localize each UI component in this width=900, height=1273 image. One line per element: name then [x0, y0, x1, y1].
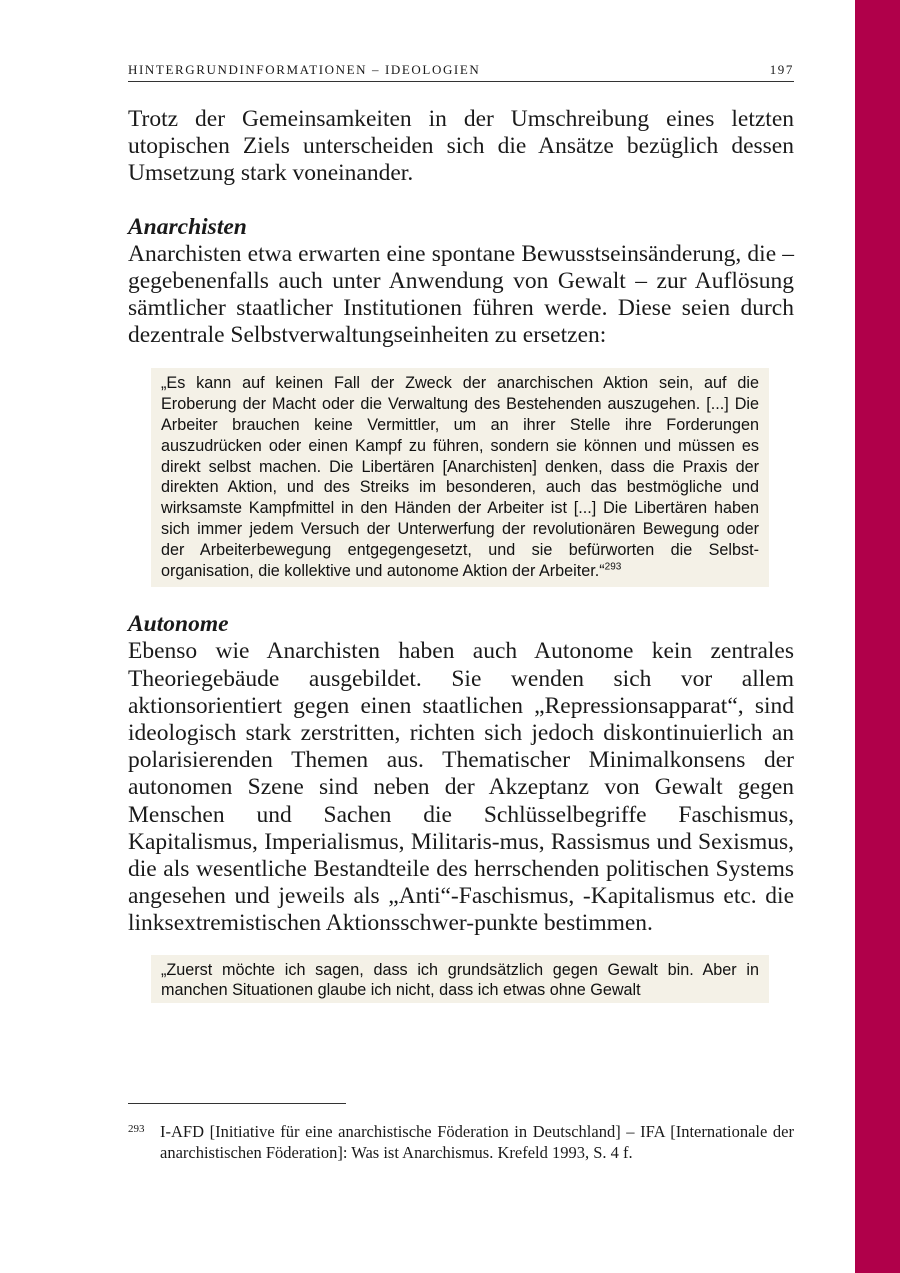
footnote-293	[128, 1122, 794, 1163]
blockquote-anarchisten	[151, 368, 769, 587]
footnote-ref-293[interactable]: 293	[604, 561, 622, 573]
blockquote-autonome	[151, 955, 769, 1004]
page-number: 197	[769, 62, 794, 77]
footnote-number: 293	[128, 1123, 145, 1135]
intro-paragraph: Trotz der Gemeinsamkeiten in der Umschreibung eines letzten utopischen Ziels unterscheiden sich die Ansätze bezüglich dessen Umsetzung stark voneinander.	[128, 106, 794, 187]
heading-autonome: Autonome	[128, 611, 229, 638]
running-title: HINTERGRUNDINFORMATIONEN – IDEOLOGIEN	[128, 62, 481, 77]
running-header	[128, 62, 794, 82]
paragraph-autonome: Ebenso wie Anarchisten haben auch Autonome kein zentrales Theoriegebäude ausgebildet. Sie wenden sich vor allem aktionsorientiert gegen einen staatlichen „Repressionsapparat“, sind ideologisch stark zerstritten, richten sich jedoch diskontinuierlich an polarisierenden Themen aus. Thematischer Minimalkonsens der autonomen Szene sind neben der Akzeptanz von Gewalt gegen Menschen und Sachen die Schlüsselbegriffe Faschismus, Kapitalismus, Imperialismus, Militaris-mus, Rassismus und Sexismus, die als wesentliche Bestandteile des herrschenden politischen Systems angesehen und jeweils als „Anti“-Faschismus, -Kapitalismus etc. die linksextremistischen Aktionsschwer-punkte bestimmen.	[128, 638, 794, 937]
paragraph-anarchisten: Anarchisten etwa erwarten eine spontane Bewusstseinsänderung, die – gegebenenfalls auch unter Anwendung von Gewalt – zur Auflösung sämtlicher staatlicher Institutionen führen werde. Diese seien durch dezentrale Selbstverwaltungseinheiten zu ersetzen:	[128, 240, 794, 349]
magenta-side-bar	[855, 0, 900, 1273]
footnote-text: I-AFD [Initiative für eine anarchistische Föderation in Deutschland] – IFA [Internationale der anarchistischen Föderation]: Was ist Anarchismus. Krefeld 1993, S. 4 f.	[160, 1122, 794, 1162]
page-body	[128, 106, 794, 1003]
quote-text-autonome: „Zuerst möchte ich sagen, dass ich grundsätzlich gegen Gewalt bin. Aber in manchen Situationen glaube ich nicht, dass ich etwas ohne Gewalt	[161, 960, 759, 1000]
footnote-divider	[128, 1103, 346, 1104]
heading-anarchisten: Anarchisten	[128, 213, 247, 240]
quote-text-anarchisten: „Es kann auf keinen Fall der Zweck der anarchischen Aktion sein, auf die Eroberung der Macht oder die Verwaltung des Bestehenden auszugehen. [...] Die Arbeiter brauchen keine Vermittler, um an ihrer Stelle ihre Forderungen auszudrücken oder einen Kampf zu führen, sondern sie können und müssen es direkt selbst machen. Die Libertären [Anarchisten] denken, dass die Praxis der direkten Aktion, und des Streiks im besonderen, auch das bestmögliche und wirksamste Kampfmittel in den Händen der Arbeiter ist [...] Die Libertären haben sich immer jedem Versuch der Unterwerfung der revolutionären Bewegung oder der Arbeiterbewegung entgegengesetzt, und sie befürworten die Selbst-organisation, die kollektive und autonome Aktion der Arbeiter.“	[161, 374, 759, 580]
